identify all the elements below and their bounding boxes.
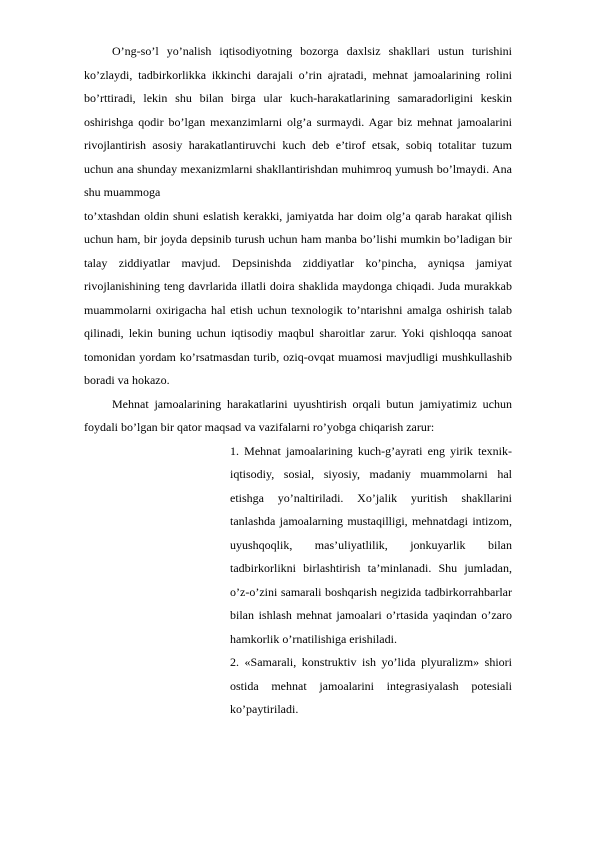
paragraph-goals: Mehnat jamoalarining harakatlarini uyushtirish orqali butun jamiyatimiz uchun foydali bo’lgan bir qator maqsad va vazifalarni ro’yobga chiqarish zarur: xyxy=(84,396,512,434)
list-item: 1. Mehnat jamoalarining kuch-g’ayrati eng yirik texnik-iqtisodiy, sosial, siyosiy, madaniy muammolarni hal etishga yo’naltiriladi. Xo’jalik yuritish shakllarini tanlashda jamoalarning mustaqilligi, mehnatdagi intizom, uyushqoqlik, mas’uliyatlilik, jonkuyarlik bilan tadbirkorlikni birlashtirish ta’minlanadi. Shu jumladan, o’z-o’zini samarali boshqarish negizida tadbirkorrahbarlar bilan ishlash mehnat jamoalari o’rtasida yaqindan o’zaro hamkorlik o’rnatilishiga erishiladi. xyxy=(230,443,512,646)
goals-list xyxy=(230,440,512,722)
paragraph-contradictions: to’xtashdan oldin shuni eslatish kerakki, jamiyatda har doim olg’a qarab harakat qilish uchun ham, bir joyda depsinib turush uchun ham manba bo’lishi mumkin bo’ladigan bir talay ziddiyatlar mavjud. Depsinishda ziddiyatlar ko’pincha, ayniqsa jamiyat rivojlanishining teng davrlarida illatli doira shaklida maydonga chiqadi. Juda murakkab muammolarni oxirigacha hal etish uchun texnologik to’ntarishni amalga oshirish talab qilinadi, lekin buning uchun iqtisodiy maqbul sharoitlar zarur. Yoki qishloqqa sanoat tomonidan yordam ko’rsatmasdan turib, oziq-ovqat muamosi mavjudligi mushkullashib boradi va hokazo. xyxy=(84,208,512,387)
document-page xyxy=(84,40,512,722)
paragraph-intro: O’ng-so’l yo’nalish iqtisodiyotning bozorga daxlsiz shakllari ustun turishini ko’zlaydi, tadbirkorlikka ikkinchi darajali o’rin ajratadi, mehnat jamoalarining rolini bo’rttiradi, lekin shu bilan birga ular kuch-harakatlarining samaradorligini keskin oshirishga qodir bo’lgan mexanzimlarni olg’a surmaydi. Agar biz mehnat jamoalarini rivojlantirish asosiy harakatlantiruvchi kuch deb e’tirof etsak, sobiq totalitar tuzum uchun ana shunday mexanizmlarni shakllantirishdan muhimroq yumush bo’lmaydi. Ana shu muammoga xyxy=(84,44,512,199)
list-item: 2. «Samarali, konstruktiv ish yo’lida plyuralizm» shiori ostida mehnat jamoalarini integrasiyalash potesiali ko’paytiriladi. xyxy=(230,655,512,716)
